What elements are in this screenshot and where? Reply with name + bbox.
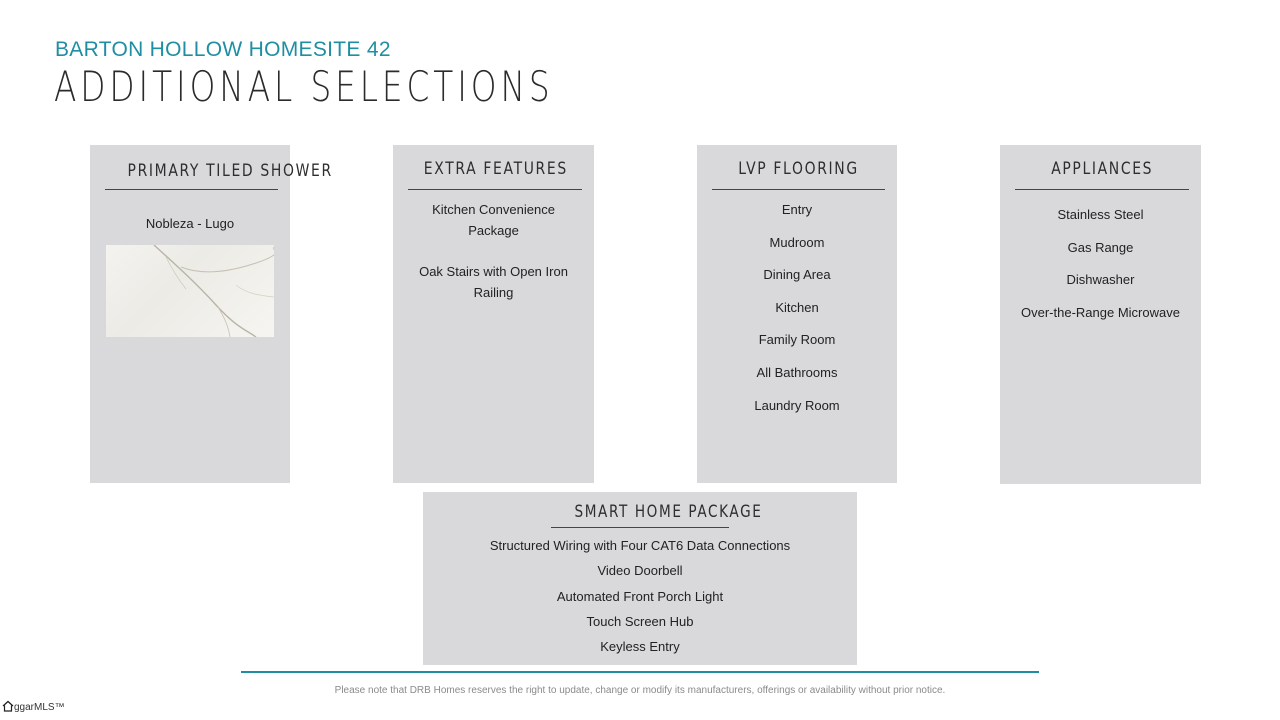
card-items [1006, 199, 1195, 329]
card-items [415, 199, 572, 303]
list-item: All Bathrooms [756, 364, 838, 380]
footer-divider [241, 671, 1039, 673]
list-item: Touch Screen Hub [586, 613, 694, 629]
list-item: Structured Wiring with Four CAT6 Data Connections [489, 538, 791, 553]
card-lvp-flooring [697, 145, 897, 483]
list-item: Over-the-Range Microwave [1021, 304, 1180, 320]
list-item: Keyless Entry [600, 639, 680, 655]
page-subtitle: BARTON HOLLOW HOMESITE 42 [55, 38, 391, 61]
card-heading: APPLIANCES [1015, 159, 1189, 190]
list-item: Mudroom [769, 234, 825, 250]
list-item: Stainless Steel [1057, 207, 1144, 222]
card-primary-tiled-shower [90, 145, 333, 483]
card-items [423, 536, 857, 662]
list-item: Automated Front Porch Light [556, 588, 724, 604]
list-item: Family Room [758, 332, 836, 348]
list-item: Dishwasher [1066, 272, 1135, 288]
card-extra-features [393, 145, 594, 483]
list-item: Oak Stairs with Open Iron Railing [419, 264, 568, 300]
card-heading: LVP FLOORING [712, 159, 885, 190]
list-item: Kitchen [775, 299, 819, 315]
card-items [100, 213, 280, 234]
house-icon [2, 700, 14, 712]
list-item: Video Doorbell [597, 563, 683, 579]
list-item: Nobleza - Lugo [145, 216, 235, 231]
footer-disclaimer: Please note that DRB Homes reserves the right to update, change or modify its manufacturers, offerings or availability without prior notice. [334, 685, 946, 696]
card-appliances [1000, 145, 1201, 484]
card-heading: PRIMARY TILED SHOWER [105, 161, 278, 190]
list-item: Gas Range [1067, 239, 1134, 255]
list-item: Laundry Room [754, 397, 840, 413]
list-item: Kitchen Convenience Package [432, 202, 555, 238]
list-item: Dining Area [763, 267, 831, 283]
mls-logo [2, 700, 65, 713]
page-title: ADDITIONAL SELECTIONS [54, 62, 554, 111]
logo-text: ggarMLS™ [14, 702, 65, 713]
list-item: Entry [781, 202, 813, 217]
card-heading: SMART HOME PACKAGE [551, 502, 729, 528]
tile-swatch-image [106, 245, 274, 337]
card-heading: EXTRA FEATURES [408, 159, 582, 190]
card-smart-home-package [423, 492, 857, 665]
card-items [707, 194, 887, 422]
